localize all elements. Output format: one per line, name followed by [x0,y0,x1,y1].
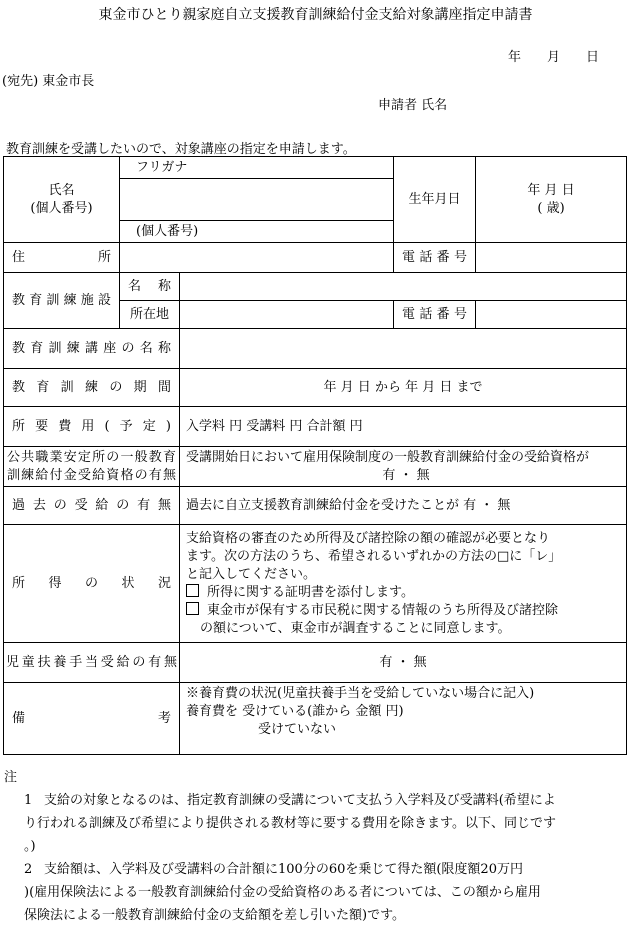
id-label: (個人番号) [30,200,93,216]
income-option-2-cont: の額について、東金市が調査することに同意します。 [200,620,511,636]
birth-date-field[interactable] [476,157,627,243]
income-option-1[interactable]: 所得に関する証明書を添付します。 [186,584,626,602]
remarks-1: ※養育費の状況(児童扶養手当を受給していない場合に記入) [186,686,535,701]
facility-label: 教育訓練施設 [4,273,120,329]
child-label: 児童扶養手当受給の有無 [4,643,180,683]
hw-value-cell[interactable] [180,447,627,487]
income-text-3: と記入してください。 [186,566,317,582]
notes-section [4,766,626,927]
phone-input[interactable] [476,243,627,273]
application-table [3,156,627,755]
furigana-field[interactable] [120,157,394,179]
phone-label: 電話番号 [394,243,476,273]
address-label: 住所 [4,243,120,273]
period-value[interactable]: 年 月 日 から 年 月 日 まで [180,369,627,407]
form-title: 東金市ひとり親家庭自立支援教育訓練給付金支給対象講座指定申請書 [98,7,533,23]
income-label: 所得の状況 [4,525,180,643]
name-label: 氏名 [48,182,75,198]
addressee: (宛先) 東金市長 [2,74,95,89]
name-label-cell [4,157,120,243]
past-label: 過去の受給の有無 [4,487,180,525]
date-month: 月 [547,50,561,65]
id-number-label: (個人番号) [136,223,199,239]
note-2-cont2: 保険法による一般教育訓練給付金の支給額を差し引いた額)です。 [24,908,406,923]
hw-value-1: 受講開始日において雇用保険制度の一般教育訓練給付金の受給資格が [186,449,590,465]
course-name-label: 教育訓練講座の名称 [4,329,180,369]
past-value[interactable]: 過去に自立支援教育訓練給付金を受けたことが 有 ・ 無 [180,487,627,525]
checkbox-icon[interactable] [186,602,199,615]
facility-name-label: 名称 [120,273,180,301]
period-label: 教育訓練の期間 [4,369,180,407]
checkbox-icon[interactable] [186,584,199,597]
age-value: ( 歳) [537,200,565,216]
course-name-input[interactable] [180,329,627,369]
name-input[interactable] [120,179,394,221]
income-text-2: ます。次の方法のうち、希望されるいずれかの方法の□に「レ」 [186,548,562,564]
hw-label-cell [4,447,180,487]
income-cell [180,525,627,643]
hw-label-2: 訓練給付金受給資格の有無 [7,467,176,483]
note-1-cont2: 。) [24,839,36,854]
facility-phone-input[interactable] [476,301,627,329]
remarks-3: 受けていない [258,722,337,737]
birth-date-value: 年 月 日 [527,182,575,198]
remarks-cell[interactable] [180,683,627,755]
child-value[interactable]: 有 ・ 無 [180,643,627,683]
facility-phone-label: 電話番号 [394,301,476,329]
birth-label: 生年月日 [394,157,476,243]
applicant-name-label: 申請者 氏名 [378,98,448,113]
address-input[interactable] [120,243,394,273]
facility-name-input[interactable] [180,273,627,301]
facility-location-label: 所在地 [120,301,180,329]
note-2-cont: )(雇用保険法による一般教育訓練給付金の受給資格のある者については、この額から雇用 [24,885,541,900]
note-1-cont: り行われる訓練及び希望により提供される教材等に要する費用を除きます。以下、同じです [24,816,556,831]
date-day: 日 [586,50,600,65]
cost-value[interactable]: 入学料 円 受講料 円 合計額 円 [180,407,627,447]
furigana-label: フリガナ [136,159,188,175]
remarks-2: 養育費を 受けている(誰から 金額 円) [186,704,404,719]
hw-label-1: 公共職業安定所の一般教育 [7,449,176,465]
submission-date [508,46,599,65]
note-1: 1 支給の対象となるのは、指定教育訓練の受講について支払う入学料及び受講料(希望によ [24,793,556,808]
income-text-1: 支給資格の審査のため所得及び諸控除の額の確認が必要となり [186,530,551,546]
income-option-2[interactable]: 東金市が保有する市民税に関する情報のうち所得及び諸控除 [186,602,626,620]
date-year: 年 [508,50,522,65]
note-2: 2 支給額は、入学料及び受講料の合計額に100分の60を乗じて得た額(限度額20万円 [24,862,523,877]
hw-value-2: 有 ・ 無 [382,467,430,483]
intro-text: 教育訓練を受講したいので、対象講座の指定を申請します。 [6,142,356,157]
facility-location-input[interactable] [180,301,394,329]
id-number-field[interactable] [120,221,394,243]
cost-label: 所要費用(予定) [4,407,180,447]
remarks-label: 備考 [4,683,180,755]
notes-label: 注 [4,770,18,785]
